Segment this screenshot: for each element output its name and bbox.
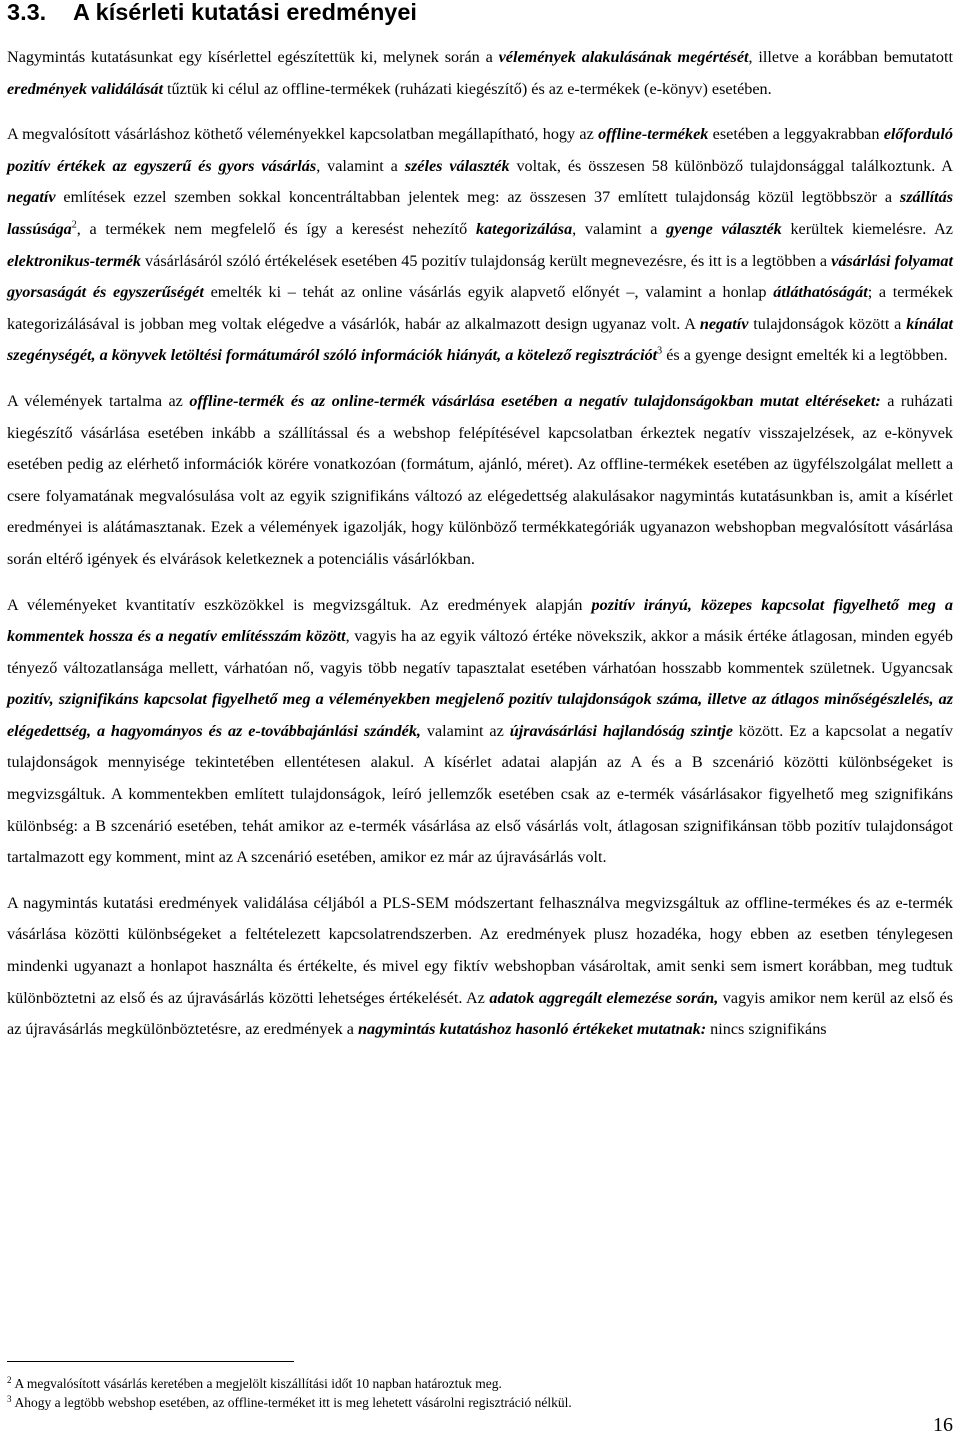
emphasis-text: széles választék: [404, 156, 510, 175]
text-run: nincs szignifikáns: [706, 1020, 827, 1039]
text-run: , a termékek nem megfelelő és így a keresést nehezítő: [76, 219, 476, 238]
footnote: [7, 1374, 953, 1393]
emphasis-text: vélemények alakulásának megértését: [498, 48, 749, 66]
text-run: , valamint a: [572, 219, 667, 238]
text-run: A megvalósított vásárláshoz köthető véleményekkel kapcsolatban megállapítható, hogy az: [7, 125, 599, 144]
emphasis-text: elektronikus-termék: [7, 251, 141, 270]
emphasis-text: negatív: [7, 188, 56, 207]
footnote-mark: 3: [7, 1393, 12, 1404]
text-run: A vélemények tartalma az: [7, 391, 190, 410]
text-run: tűztük ki célul az offline-termékek (ruházati kiegészítő) és az e-termékek (e-könyv) esetében.: [163, 79, 772, 98]
emphasis-text: adatok aggregált elemezése során,: [489, 988, 719, 1007]
emphasis-text: negatív: [699, 314, 749, 333]
footnote-text: Ahogy a legtöbb webshop esetében, az offline-terméket itt is meg lehetett vásárolni regisztráció nélkül.: [14, 1395, 572, 1410]
emphasis-text: eredmények validálását: [7, 79, 163, 98]
text-run: voltak, és összesen 58 különböző tulajdonsággal találkoztunk. A: [509, 156, 954, 175]
emphasis-text: vásárlási folyamat gyorsaságát és egyszerűségét: [7, 251, 953, 302]
text-run: , valamint a: [316, 156, 405, 175]
footnote-ref: 2: [71, 219, 77, 231]
paragraph: [7, 590, 953, 874]
emphasis-text: átláthatóságát: [773, 283, 868, 302]
text-run: A véleményeket kvantitatív eszközökkel is megvizsgáltuk. Az eredmények alapján: [7, 595, 592, 614]
text-run: emelték ki – tehát az online vásárlás egyik alapvető előnyét –, valamint a honlap: [203, 283, 774, 302]
text-run: vásárlásáról szóló értékelések esetében 45 pozitív tulajdonság került megnevezésre, és itt is a legtöbben a: [141, 251, 832, 270]
paragraph: [7, 888, 953, 1046]
paragraph: [7, 119, 953, 372]
emphasis-text: pozitív irányú, közepes kapcsolat figyelhető meg a kommentek hossza és a negatív említésszám között: [7, 595, 953, 646]
text-run: között. Ez a kapcsolat a negatív tulajdonságok mennyisége tekintetében ellentétesen alakul. A kísérlet adatai alapján az A és a B szcenárió közötti különbségeket is megvizsgáltuk. A kommentekben említett tulajdonságok, leíró jellemzők esetében csak az e-termék vásárlásakor figyelhető meg szignifikáns különbség: a B szcenárió esetében, tehát amikor az e-termék vásárlása az első vásárlás volt, átlagosan szignifikánsan több pozitív tulajdonságot tartalmazott egy komment, mint az A szcenárió esetében, amikor ez már az újravásárlás volt.: [7, 721, 954, 867]
emphasis-text: pozitív, szignifikáns kapcsolat figyelhető meg a véleményekben megjelenő pozitív tulajdonságok száma, illetve az átlagos minőségészlelés, az elégedettség, a hagyományos és az e-továbbajánlási szándék,: [7, 690, 953, 740]
footnote-mark: 2: [7, 1374, 12, 1385]
text-run: Nagymintás kutatásunkat egy kísérlettel egészítettük ki, melynek során a: [7, 48, 499, 66]
emphasis-text: szállítás lassúsága: [7, 188, 953, 238]
text-run: valamint az: [420, 721, 510, 740]
text-run: esetében a leggyakrabban: [708, 125, 884, 144]
footnote-ref: 3: [657, 345, 663, 357]
page-number: 16: [933, 1414, 953, 1436]
text-run: ; a termékek kategorizálásával is jobban meg voltak elégedve a vásárlók, habár az alkalmazott design ugyanaz volt. A: [7, 283, 954, 333]
paragraph: [7, 386, 953, 576]
body-text: [7, 42, 953, 1060]
text-run: a ruházati kiegészítő vásárlása esetében inkább a szállítással és a webshop felépítésével kapcsolatban érkeztek negatív visszajelzések, az e-könyvek esetében pedig az elérhető információk körére vonatkozóan (formátum, ajánló, méret). Az offline-termékek esetében az ügyfélszolgálat mellett a csere folyamatának megvalósulása volt az egyik szignifikáns változó az elégedettség alakulásakor nagymintás kutatásunkban is, amit a kísérlet eredményei is alátámasztanak. Ezek a vélemények igazolják, hogy különböző termékkategóriák ugyanazon webshopban megvalósított vásárlása során eltérő igények és elvárások keletkeznek a potenciális vásárlókban.: [7, 391, 954, 568]
footnote: [7, 1393, 953, 1412]
emphasis-text: kínálat szegénységét, a könyvek letöltési formátumáról szóló információk hiányát, a kötelező regisztrációt: [7, 314, 953, 365]
text-run: említések ezzel szemben sokkal koncentráltabban jelentek meg: az összesen 37 említett tulajdonság közül legtöbbször a: [55, 188, 900, 207]
text-run: tulajdonságok között a: [748, 314, 907, 333]
emphasis-text: offline-termékek: [598, 125, 709, 144]
section-title: A kísérleti kutatási eredményei: [73, 0, 417, 25]
text-run: és a gyenge designt emelték ki a legtöbben.: [662, 346, 948, 365]
footnote-separator: [7, 1361, 294, 1362]
footnotes: [7, 1374, 953, 1412]
paragraph: [7, 42, 953, 105]
section-heading: [7, 0, 953, 28]
emphasis-text: kategorizálása: [475, 219, 573, 238]
text-run: vagyis amikor nem kerül az első és az újravásárlás megkülönböztetésre, az eredmények a: [7, 988, 953, 1039]
emphasis-text: előforduló pozitív értékek az egyszerű és gyors vásárlás: [7, 125, 953, 175]
section-number: 3.3.: [7, 0, 47, 25]
text-run: kerültek kiemelésre. Az: [781, 219, 953, 238]
emphasis-text: offline-termék és az online-termék vásárlása esetében a negatív tulajdonságokban mutat eltéréseket:: [189, 391, 881, 410]
emphasis-text: újravásárlási hajlandóság szintje: [509, 721, 733, 740]
emphasis-text: nagymintás kutatáshoz hasonló értékeket mutatnak:: [358, 1020, 707, 1039]
text-run: , vagyis ha az egyik változó értéke növekszik, akkor a másik értéke átlagosan, minden egyéb tényező változatlansága mellett, várhatóan nő, vagyis több negatív tapasztalat esetében várhatóan hosszabb kommentek születnek. Ugyancsak: [7, 627, 953, 677]
text-run: A nagymintás kutatási eredmények validálása céljából a PLS-SEM módszertant felhasználva megvizsgáltuk az offline-termékes és az e-termék vásárlása közötti különbségeket a feltételezett kapcsolatrendszerben. Az eredmények plusz hozadéka, hogy ebben az esetben ténylegesen mindenki ugyanazt a honlapot használta és értékelte, és mivel egy fiktív webshopban vásároltak, amit senki sem ismert korábban, meg tudtuk különböztetni az első és az újravásárlás közötti lehetséges értékelését. Az: [7, 893, 953, 1007]
footnote-text: A megvalósított vásárlás keretében a megjelölt kiszállítási időt 10 napban határoztuk meg.: [14, 1376, 502, 1391]
emphasis-text: gyenge választék: [666, 219, 782, 238]
text-run: , illetve a korábban bemutatott: [748, 48, 953, 66]
